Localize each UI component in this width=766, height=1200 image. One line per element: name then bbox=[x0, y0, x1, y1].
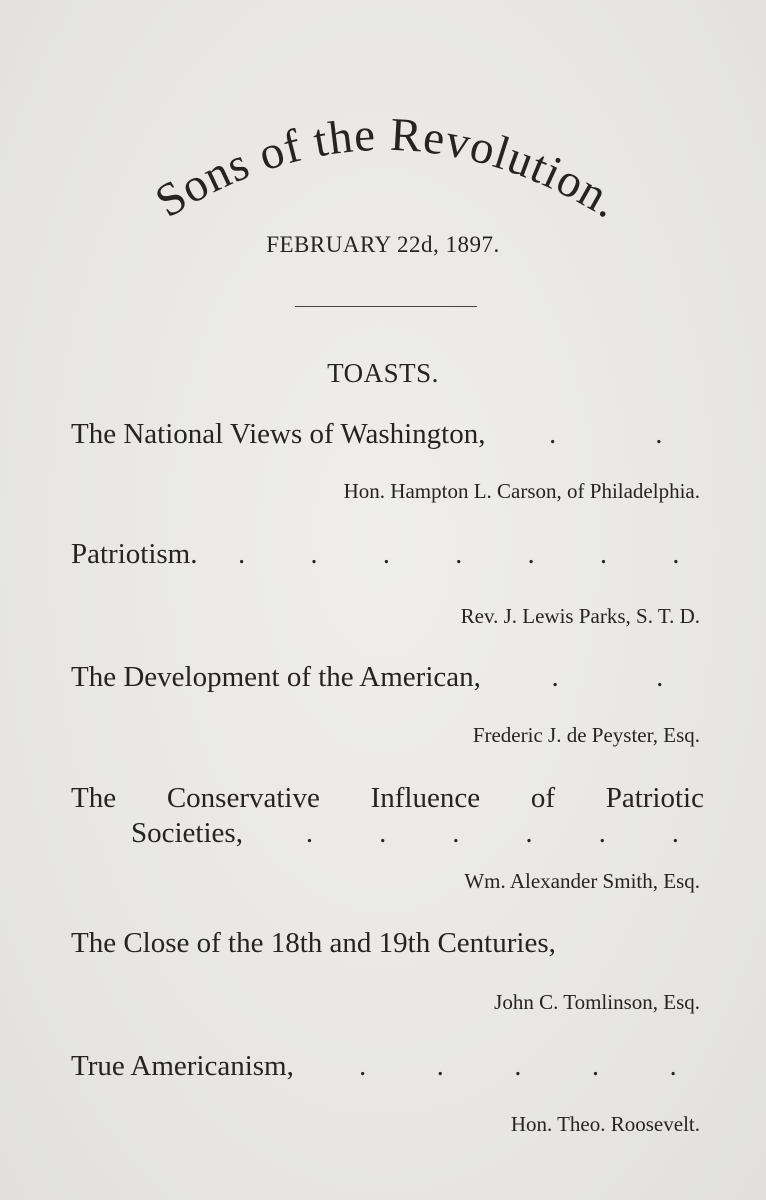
leader-dots: . . . . . . . bbox=[238, 539, 680, 570]
toast-title-line bbox=[71, 540, 704, 569]
toast-speaker: Wm. Alexander Smith, Esq. bbox=[464, 869, 700, 893]
toast-title-line bbox=[71, 784, 704, 813]
toast-title: Patriotism. bbox=[71, 538, 198, 570]
leader-dots: . . . . . bbox=[359, 1051, 677, 1082]
toast-title-word: Conservative bbox=[166, 782, 320, 814]
toast-title-line bbox=[71, 929, 704, 958]
leader-dots: . . . . . . bbox=[306, 818, 679, 849]
title-text bbox=[147, 109, 629, 229]
toast-speaker: Hon. Hampton L. Carson, of Philadelphia. bbox=[343, 479, 700, 503]
toast-title-word: The bbox=[71, 782, 117, 814]
toast-speaker: Rev. J. Lewis Parks, S. T. D. bbox=[460, 604, 700, 628]
divider-rule bbox=[295, 306, 477, 307]
toast-title: The Close of the 18th and 19th Centuries, bbox=[71, 927, 556, 959]
toast-speaker: Frederic J. de Peyster, Esq. bbox=[472, 723, 700, 747]
leader-dots: . . bbox=[551, 662, 664, 693]
toast-speaker: John C. Tomlinson, Esq. bbox=[494, 990, 700, 1014]
toast-title: The Development of the American, bbox=[71, 661, 481, 693]
toast-item bbox=[71, 929, 704, 958]
toast-speaker: Hon. Theo. Roosevelt. bbox=[510, 1112, 700, 1136]
toast-title-line bbox=[71, 819, 704, 848]
toast-item bbox=[71, 540, 704, 569]
toast-item bbox=[71, 663, 704, 692]
toast-title-word: Influence bbox=[370, 782, 481, 814]
toast-title-line bbox=[71, 420, 704, 449]
toast-title-line bbox=[71, 663, 704, 692]
toast-item bbox=[71, 420, 704, 449]
toast-item bbox=[71, 784, 704, 848]
event-date: FEBRUARY 22d, 1897. bbox=[266, 232, 500, 257]
toast-title: True Americanism, bbox=[71, 1050, 294, 1082]
title-textpath: Sons of the Revolution. bbox=[146, 108, 629, 229]
toast-title-word: of bbox=[530, 782, 555, 814]
toast-title-line bbox=[71, 1052, 704, 1081]
toast-title-word: Patriotic bbox=[605, 782, 704, 814]
toast-title: The National Views of Washington, bbox=[71, 418, 486, 450]
toast-title: Societies, bbox=[131, 817, 243, 849]
toasts-heading: TOASTS. bbox=[327, 358, 439, 388]
toast-item bbox=[71, 1052, 704, 1081]
leader-dots: . . bbox=[549, 419, 663, 450]
